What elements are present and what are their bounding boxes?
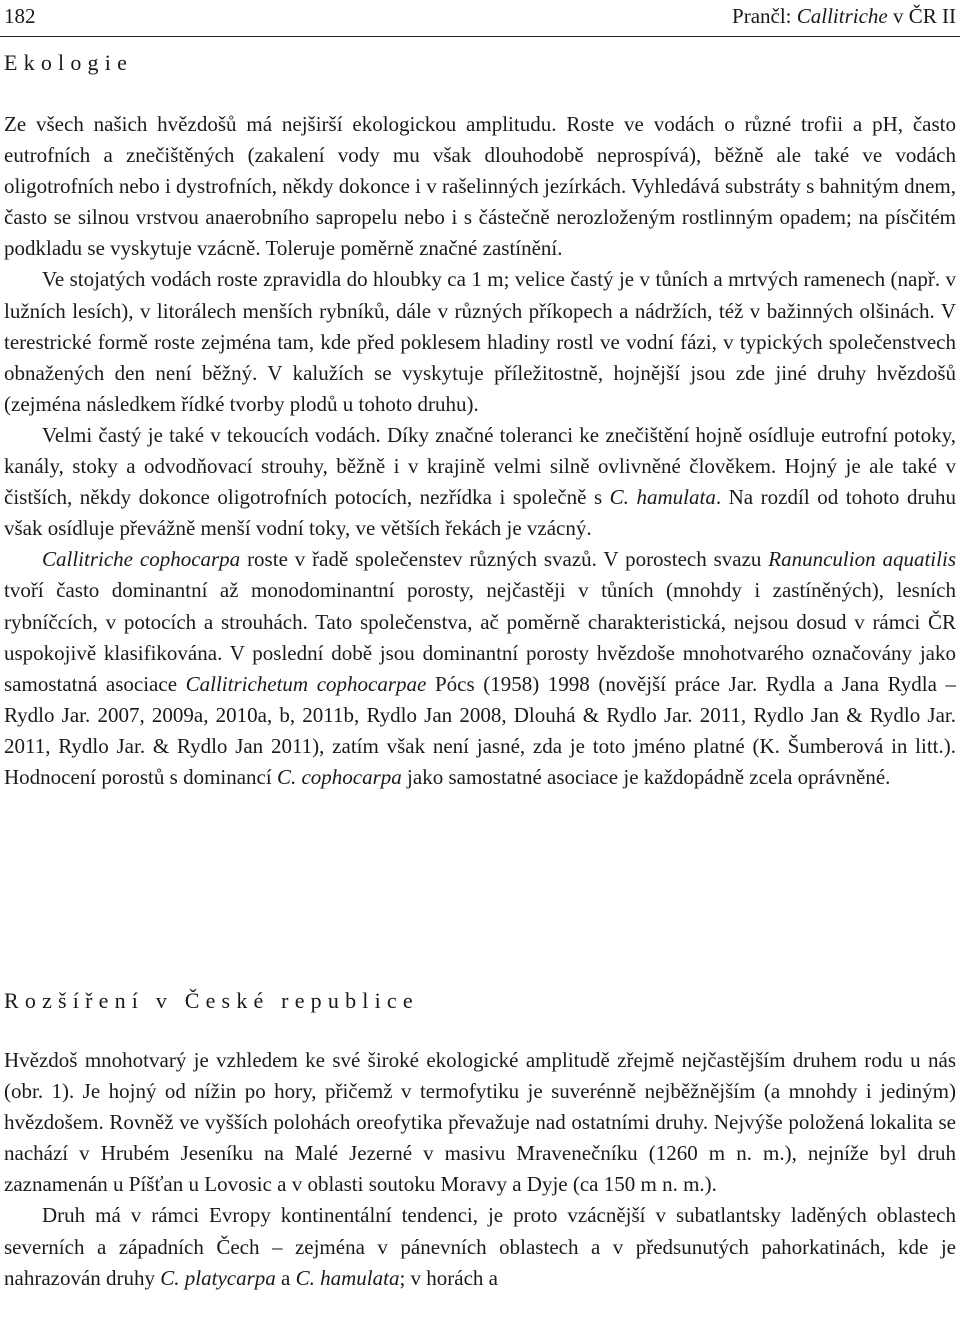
section-body-distribution [4,1045,956,1294]
running-title-suffix: v ČR II [887,4,956,28]
paragraph [4,544,956,793]
running-title-genus: Callitriche [796,4,888,28]
page-number: 182 [4,4,36,28]
text-run: Velmi častý je také v tekoucích vodách. Díky značné toleranci ke znečištění hojně osídluje eutrofní potoky, kanály, stoky a odvodňovací strouhy, běžně i v krajině velmi silně ovlivněné člověkem. Hojný je ale také v čistších, někdy dokonce oligotrofních potocích, nezřídka i společně s [4,422,956,510]
text-run: Pócs (1958) 1998 (novější práce Jar. Rydla a Jana Rydla – Rydlo Jar. 2007, 2009a, 2010a, b, 2011b, Rydlo Jan 2008, Dlouhá & Rydlo Jar. 2011, Rydlo Jan & Rydlo Jar. 2011, Rydlo Jar. & Rydlo Jan 2011), zatím však není jasné, zda je toto jméno platné (K. Šumberová in litt.). Hodnocení porostů s dominancí [4,671,956,789]
paragraph [4,1045,956,1200]
italic-taxon-name: Callitrichetum cophocarpae [185,671,427,696]
text-run: Ze všech našich hvězdošů má nejširší ekologickou amplitudu. Roste ve vodách o různé trofii a pH, často eutrofních a znečištěných (zakalení vody mu však dlouhodobě neprospívá), běžně ale také ve vodách oligotrofních nebo i dystrofních, někdy dokonce i v rašelinných jezírkách. Vyhledává substráty s bahnitým dnem, často se silnou vrstvou anaerobního sapropelu nebo i s částečně nerozloženým rostlinným opadem; na písčitém podkladu se vyskytuje vzácně. Toleruje poměrně značné zastínění. [4,112,956,261]
text-run: Druh má v rámci Evropy kontinentální tendenci, je proto vzácnější v subatlantsky laděných oblastech severních a západních Čech – zejména v pánevních oblastech a v předsunutých pahorkatinách, kde je nahrazován druhy [4,1203,956,1290]
italic-taxon-name: Ranunculion aquatilis [768,547,956,572]
paragraph [4,109,956,264]
italic-taxon-name: Callitriche cophocarpa [42,547,241,572]
header-rule [0,36,960,37]
text-run: Hvězdoš mnohotvarý je vzhledem ke své široké ekologické amplitudě zřejmě nejčastějším druhem rodu u nás (obr. 1). Je hojný od nížin po hory, přičemž v termofytiku je suverénně nejběžnějším (a mnohdy i jediným) hvězdošem. Rovněž ve vyšších polohách oreofytika převažuje nad ostatními druhy. Nejvýše položená lokalita se nachází v Hrubém Jeseníku na Malé Jezerné v masivu Mravenečníku (1260 m n. m.), nejníže byl druh zaznamenán u Píšťan u Lovosic a v oblasti soutoku Moravy a Dyje (ca 150 m n. m.). [4,1048,956,1197]
text-run: . Na rozdíl od tohoto druhu však osídluje převážně menší vodní toky, ve větších řekách je vzácný. [4,485,956,541]
text-run: Ve stojatých vodách roste zpravidla do hloubky ca 1 m; velice častý je v tůních a mrtvých ramenech (např. v lužních lesích), v litorálech menších rybníků, dále v různých příkopech a nádržích, též v bažinných olšinách. V terestrické formě roste zejména tam, kde před poklesem hladiny rostl ve vodní fázi, v typických společenstvech obnažených den není běžný. V kalužích se vyskytuje příležitostně, hojnější jsou zde jiné druhy hvězdošů (zejména následkem řídké tvorby plodů u tohoto druhu). [4,267,956,416]
text-run: ; v horách a [399,1265,498,1290]
running-head [4,2,956,30]
italic-taxon-name: C. cophocarpa [276,764,402,789]
running-title-author: Prančl: [732,4,797,28]
text-run: jako samostatné asociace je každopádně zcela oprávněné. [401,764,891,789]
paragraph [4,264,956,419]
text-run: tvoří často dominantní až monodominantní porosty, nejčastěji v tůních (mnohdy i zastíněných), lesních rybníčcích, v potocích a strouhách. Tato společenstva, ač poměrně charakteristická, nejsou dosud v rámci ČR uspokojivě klasifikována. V poslední době jsou dominantní porosty hvězdoše mnohotvarého označovány jako samostatná asociace [4,578,956,696]
section-heading-distribution: Rozšíření v České republice [4,988,419,1013]
text-run: a [275,1265,296,1290]
text-run: roste v řadě společenstev různých svazů. V porostech svazu [240,547,769,572]
italic-taxon-name: C. platycarpa [160,1265,276,1290]
italic-taxon-name: C. hamulata [609,485,716,510]
italic-taxon-name: C. hamulata [295,1265,400,1290]
section-body-ecology [4,109,956,793]
paragraph [4,1200,956,1293]
paragraph [4,420,956,544]
running-title [732,2,956,30]
section-heading-ecology: Ekologie [4,50,134,75]
